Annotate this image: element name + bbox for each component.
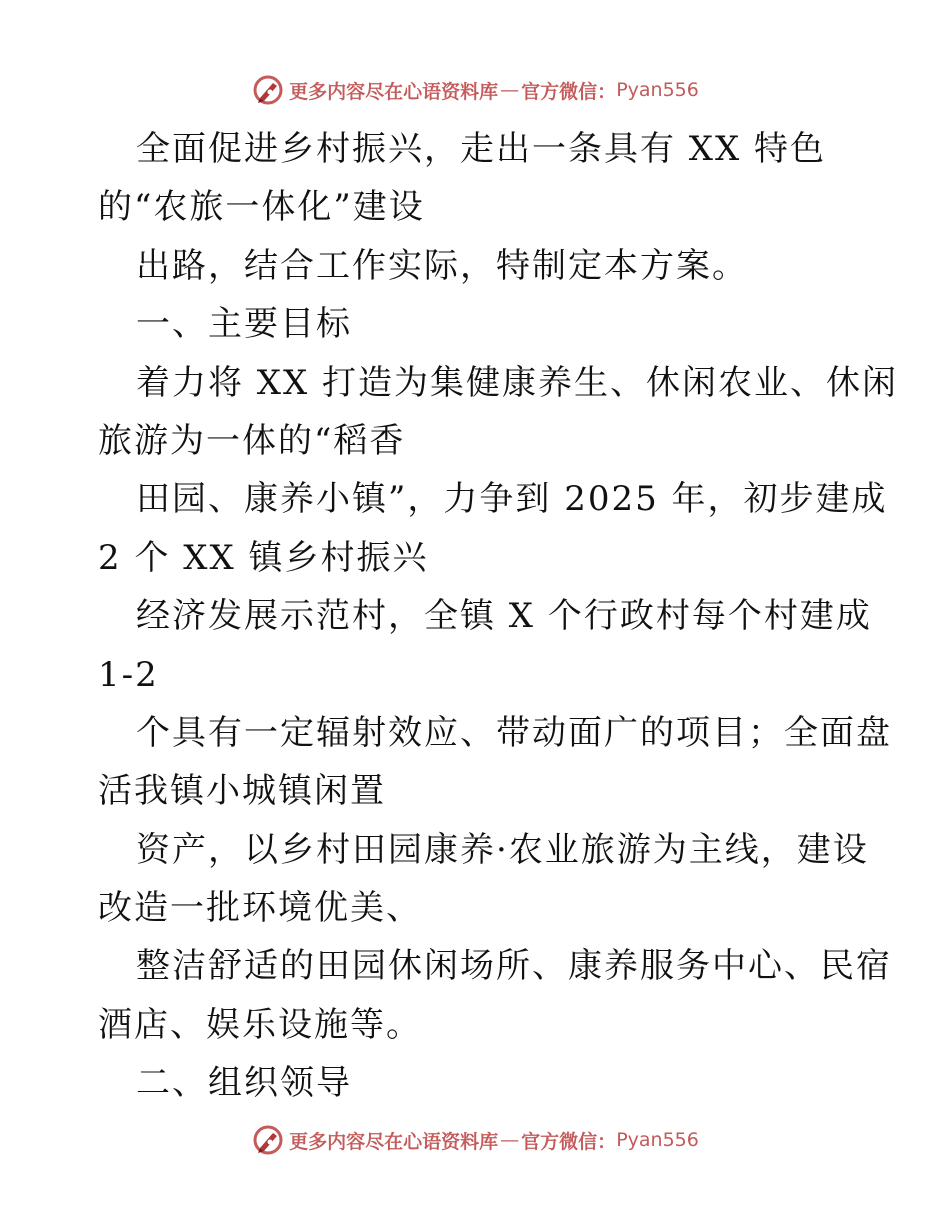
body-line: 着力将 XX 打造为集健康养生、休闲农业、休闲 xyxy=(136,362,899,403)
section-heading: 二、组织领导 xyxy=(136,1063,352,1104)
banner-separator: — xyxy=(500,79,520,101)
body-line: 活我镇小城镇闲置 xyxy=(98,771,386,812)
section-heading: 一、主要目标 xyxy=(136,304,352,345)
body-line: 经济发展示范村，全镇 X 个行政村每个村建成 xyxy=(136,596,872,637)
body-line: 资产，以乡村田园康养·农业旅游为主线，建设 xyxy=(136,829,869,870)
banner-wechat-label: 官方微信： xyxy=(521,80,617,103)
pen-logo-icon xyxy=(251,73,285,107)
banner-separator: — xyxy=(500,1129,520,1151)
body-line: 2 个 XX 镇乡村振兴 xyxy=(98,537,429,578)
header-banner xyxy=(0,70,950,110)
pen-logo-icon xyxy=(251,1123,285,1157)
banner-text: 更多内容尽在心语资料库 xyxy=(289,80,499,103)
body-line: 出路，结合工作实际，特制定本方案。 xyxy=(136,245,748,286)
body-line: 整洁舒适的田园休闲场所、康养服务中心、民宿 xyxy=(136,946,892,987)
body-line: 的“农旅一体化”建设 xyxy=(98,187,425,228)
banner-text: 更多内容尽在心语资料库 xyxy=(289,1130,499,1153)
body-line: 改造一批环境优美、 xyxy=(98,888,422,929)
body-line: 个具有一定辐射效应、带动面广的项目；全面盘 xyxy=(136,712,892,753)
body-line: 酒店、娱乐设施等。 xyxy=(98,1004,422,1045)
banner-wechat-label: 官方微信： xyxy=(521,1130,617,1153)
banner-wechat-id: Pyan556 xyxy=(616,1129,699,1151)
body-line: 旅游为一体的“稻香 xyxy=(98,420,406,461)
body-line: 1-2 xyxy=(98,654,159,695)
body-line: 田园、康养小镇”，力争到 2025 年，初步建成 xyxy=(136,479,888,520)
footer-banner xyxy=(0,1120,950,1160)
document-body xyxy=(98,120,899,1113)
body-line: 全面促进乡村振兴，走出一条具有 XX 特色 xyxy=(136,129,827,169)
banner-wechat-id: Pyan556 xyxy=(616,79,699,101)
